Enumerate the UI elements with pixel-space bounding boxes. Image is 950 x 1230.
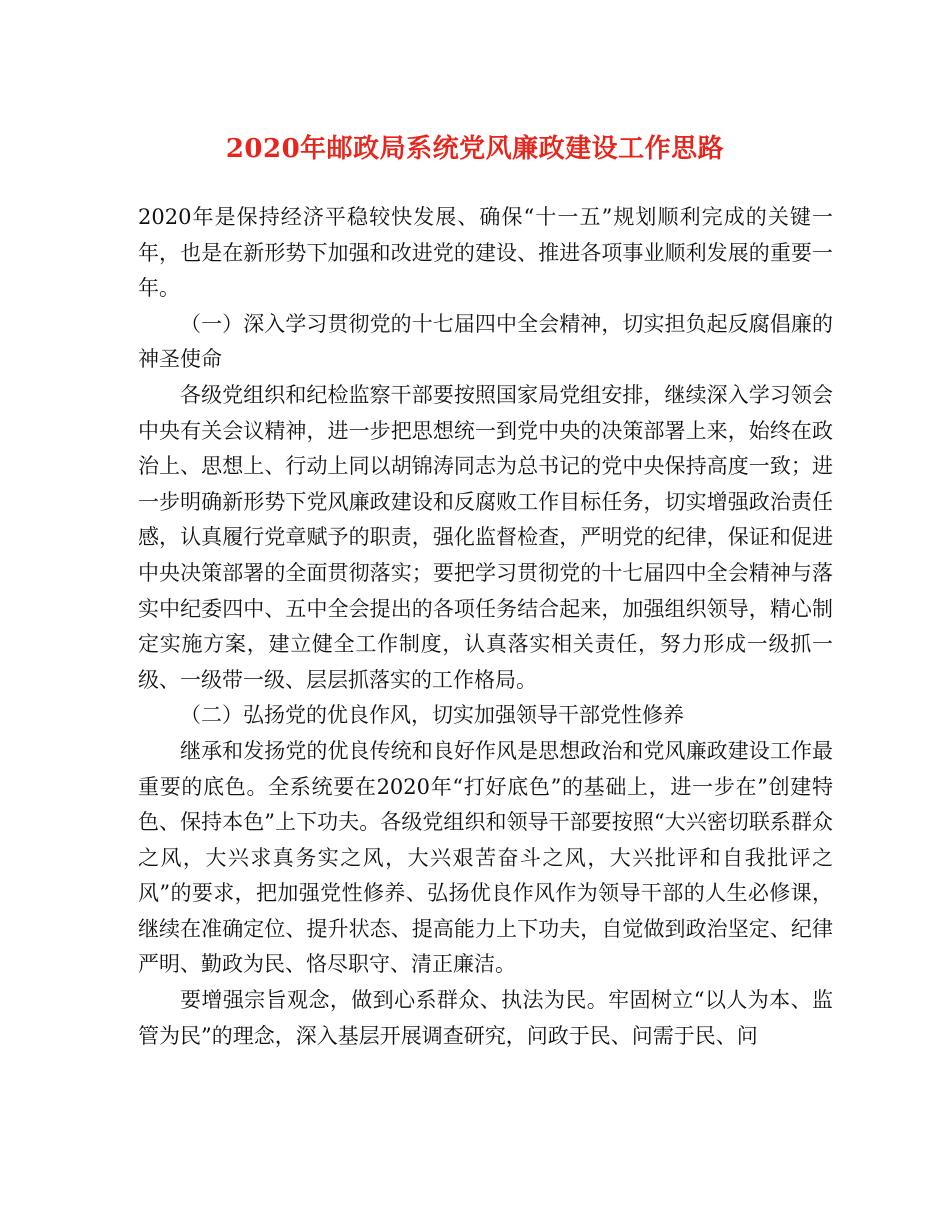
document-title: 2020年邮政局系统党风廉政建设工作思路 xyxy=(225,134,725,164)
section-heading-2: （二）弘扬党的优良作风，切实加强领导干部党性修养 xyxy=(180,703,684,728)
paragraph-section-2b: 要增强宗旨观念，做到心系群众、执法为民。牢固树立“以人为本、监管为民”的理念，深入基层开展调查研究，问政于民、问需于民、问 xyxy=(138,988,833,1048)
section-heading-1: （一）深入学习贯彻党的十七届四中全会精神，切实担负起反腐倡廉的神圣使命 xyxy=(138,311,833,372)
paragraph-intro: 2020年是保持经济平稳较快发展、确保“十一五”规划顺利完成的关键一年，也是在新形势下加强和改进党的建设、推进各项事业顺利发展的重要一年。 xyxy=(138,205,833,301)
document-body xyxy=(138,200,833,1054)
paragraph-section-1: 各级党组织和纪检监察干部要按照国家局党组安排，继续深入学习领会中央有关会议精神，进一步把思想统一到党中央的决策部署上来，始终在政治上、思想上、行动上同以胡锦涛同志为总书记的党中央保持高度一致；进一步明确新形势下党风廉政建设和反腐败工作目标任务，切实增强政治责任感，认真履行党章赋予的职责，强化监督检查，严明党的纪律，保证和促进中央决策部署的全面贯彻落实；要把学习贯彻党的十七届四中全会精神与落实中纪委四中、五中全会提出的各项任务结合起来，加强组织领导，精心制定实施方案，建立健全工作制度，认真落实相关责任，努力形成一级抓一级、一级带一级、层层抓落实的工作格局。 xyxy=(138,382,833,692)
paragraph-section-2: 继承和发扬党的优良传统和良好作风是思想政治和党风廉政建设工作最重要的底色。全系统要在2020年“打好底色”的基础上，进一步在”创建特色、保持本色”上下功夫。各级党组织和领导干部要按照“大兴密切联系群众之风，大兴求真务实之风，大兴艰苦奋斗之风，大兴批评和自我批评之风”的要求，把加强党性修养、弘扬优良作风作为领导干部的人生必修课，继续在准确定位、提升状态、提高能力上下功夫，自觉做到政治坚定、纪律严明、勤政为民、恪尽职守、清正廉洁。 xyxy=(138,738,833,977)
